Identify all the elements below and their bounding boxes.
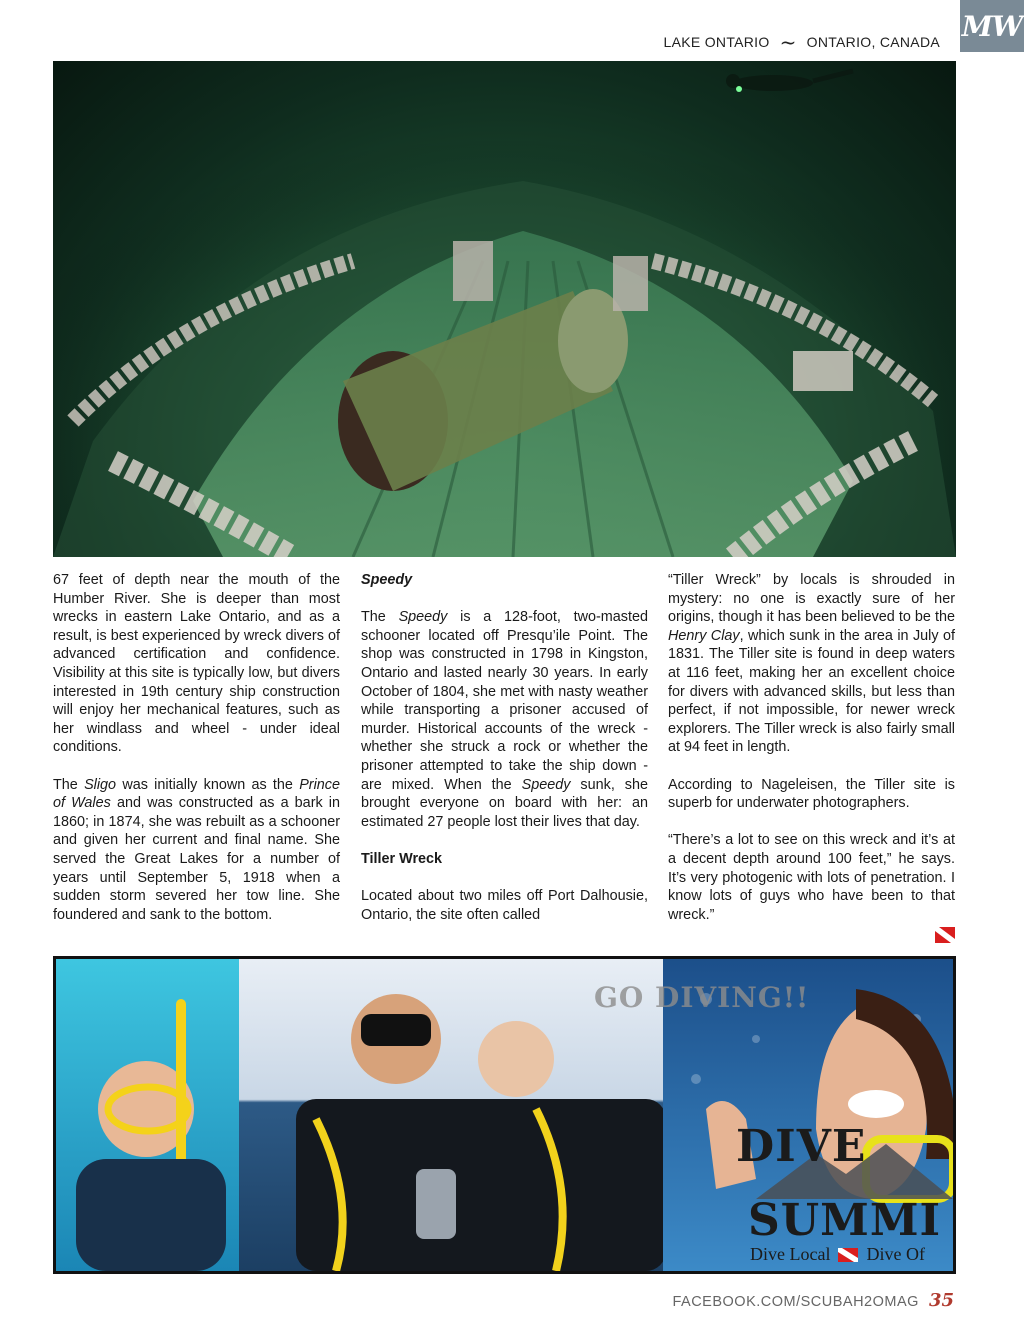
text-run: sunk, she brought everyone on board with her: an estimated 27 people lost their lives that day. (361, 776, 648, 830)
italic-ship-name: Speedy (398, 609, 448, 626)
header-location-left: LAKE ONTARIO (663, 34, 770, 50)
text-run: “Tiller Wreck” by locals is shrouded in mystery: no one is exactly sure of her origins, though it has been believed to be the (668, 572, 955, 626)
dive-summit-advertisement[interactable] (53, 956, 956, 1274)
paragraph-tiller-intro: Located about two miles off Port Dalhousie, Ontario, the site often called (361, 888, 648, 923)
article-body (53, 571, 956, 946)
heading-speedy (361, 571, 648, 590)
italic-ship-name: Henry Clay (668, 627, 740, 644)
facebook-url[interactable]: FACEBOOK.COM/SCUBAH2OMAG (672, 1294, 919, 1310)
ad-tagline (750, 1244, 925, 1265)
text-run: , which sunk in the area in July of 1831. The Tiller site is found in deep waters at 116 feet, making her an excellent choice for divers with advanced skills, but less than perfect, if not impossible, for newer wreck explorers. The Tiller wreck is also fairly small at 94 feet in length. (668, 627, 955, 756)
text-run: is a 128-foot, two-masted schooner located off Presqu’ile Point. The shop was constructed in 1798 in Kingston, Ontario and lasted nearly 30 years. In early October of 1804, she met with nasty weather while transporting a prisoner accused of murder. Historical accounts of the wreck - whether she struck a rock or whether the prisoner attempted to take the ship down - are mixed. When the (361, 609, 648, 793)
heading-speedy-text: Speedy (361, 572, 413, 588)
shipwreck-illustration (53, 61, 956, 557)
paragraph-tiller-mystery (668, 571, 955, 757)
dive-summit-logo-line2: SUMMI (748, 1195, 942, 1246)
paragraph-quote: “There’s a lot to see on this wreck and it’s at a decent depth around 100 feet,” he says. It’s very photogenic with lots of penetration. I know lots of guys who have been to that wreck.” (668, 832, 955, 923)
italic-ship-name: Speedy (521, 776, 571, 793)
text-run: The (361, 609, 399, 626)
dive-summit-logo-line1: DIVE (736, 1121, 867, 1172)
dive-flag-icon (935, 927, 955, 943)
paragraph-humber-river: 67 feet of depth near the mouth of the Humber River. She is deeper than most wrecks in eastern Lake Ontario, and as a result, is best experienced by wreck divers of advanced certification and confidence. Visibility at this site is typically low, but divers interested in 19th century ship construction will enjoy her mechanical features, such as her windlass and wheel - under ideal conditions. (53, 572, 340, 756)
tilde-separator-icon: ~ (779, 30, 797, 54)
paragraph-speedy (361, 608, 648, 831)
text-run: The (53, 776, 85, 793)
italic-ship-name: Prince of Wales (53, 776, 340, 812)
text-run: was initially known as the (116, 776, 300, 793)
tagline-right: Dive Of (866, 1244, 925, 1264)
shipwreck-photo (53, 61, 956, 557)
page-footer (672, 1290, 954, 1311)
page-number: 35 (928, 1290, 954, 1311)
paragraph-sligo (53, 776, 340, 925)
column-3 (668, 571, 955, 943)
header-location-right: ONTARIO, CANADA (806, 34, 940, 50)
column-1 (53, 571, 340, 943)
paragraph-nageleisen: According to Nageleisen, the Tiller site is superb for underwater photographers. (668, 776, 955, 812)
heading-tiller-wreck: Tiller Wreck (361, 850, 443, 867)
go-diving-banner: GO DIVING!! (594, 981, 810, 1014)
tagline-left: Dive Local (750, 1244, 831, 1264)
dive-flag-icon (838, 1248, 858, 1262)
section-badge: MW (960, 0, 1024, 52)
running-header (663, 30, 940, 54)
italic-ship-name: Sligo (84, 776, 117, 793)
column-2 (361, 571, 648, 943)
text-run: and was constructed as a bark in 1860; in 1874, she was rebuilt as a schooner and given her current and final name. She served the Great Lakes for a number of years until September 5, 1918 when a sudden storm severed her tow line. She foundered and sank to the bottom. (53, 795, 340, 923)
